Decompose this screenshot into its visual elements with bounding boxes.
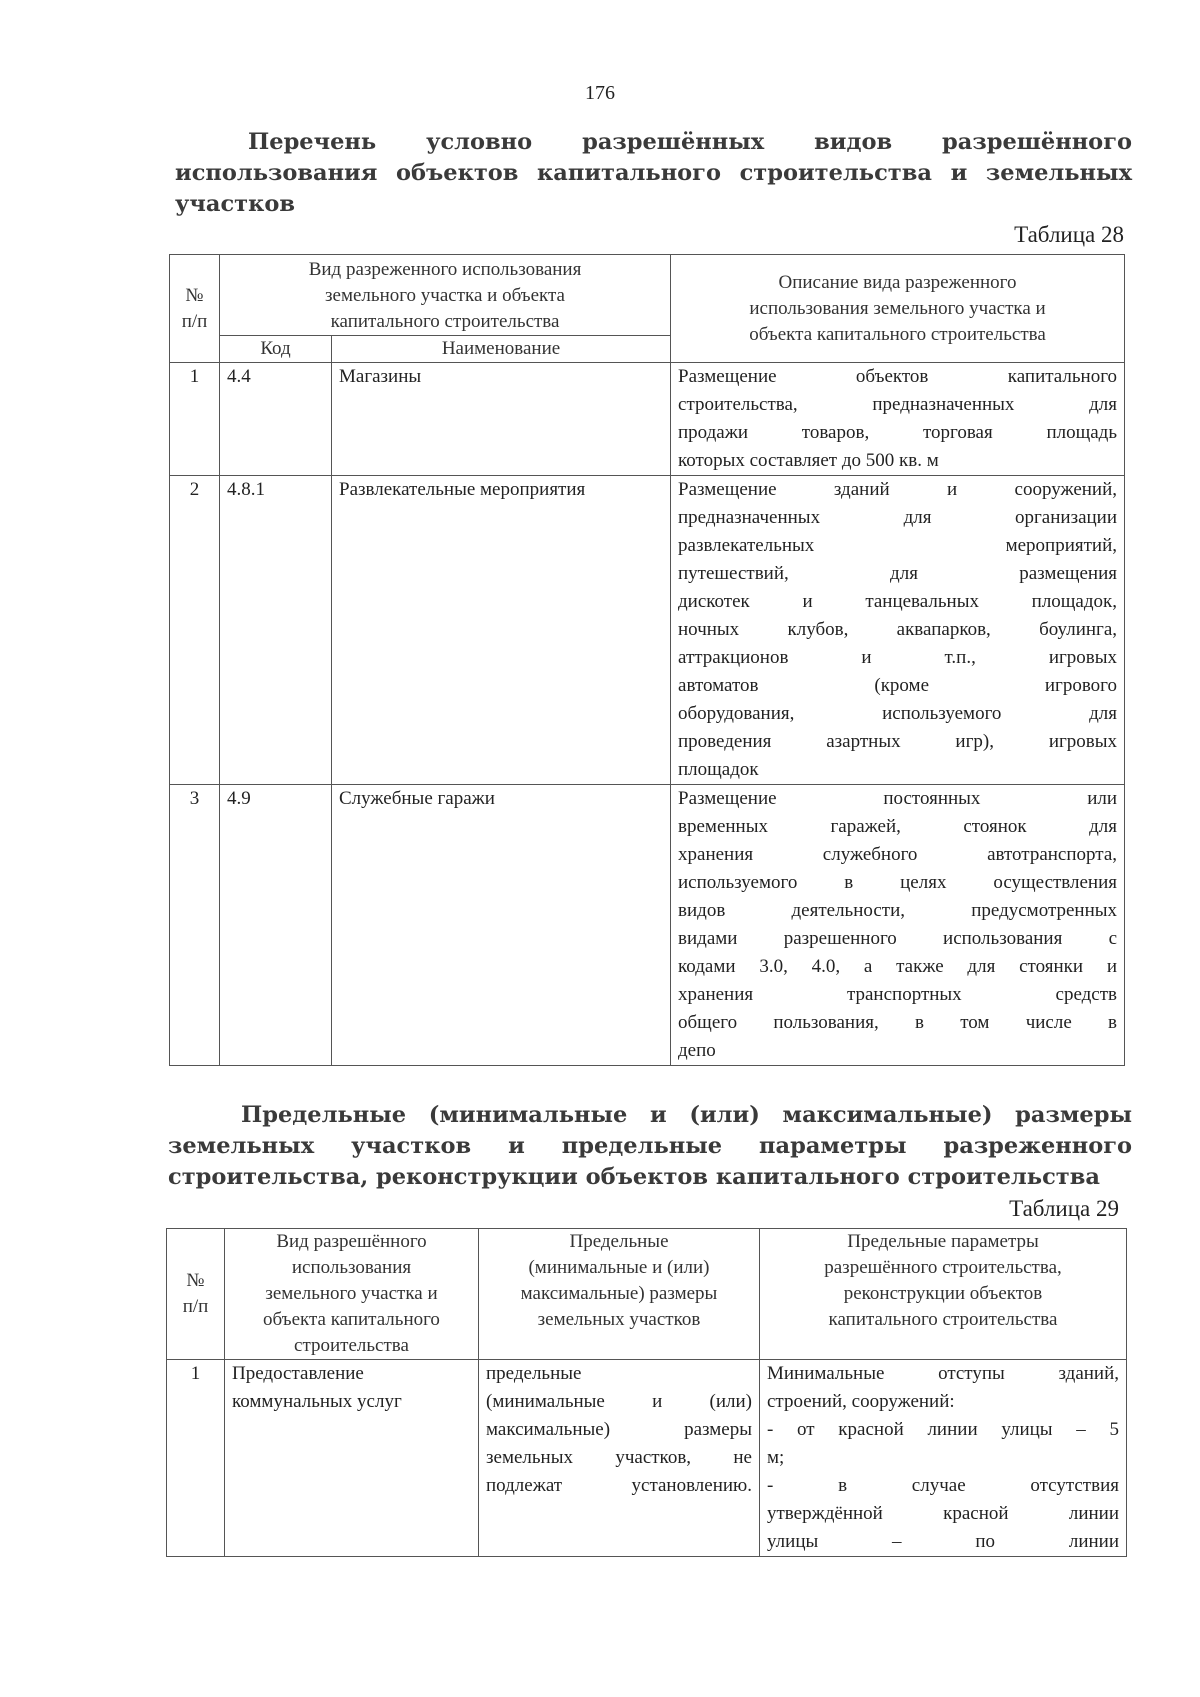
- heading-line: участков: [175, 191, 295, 217]
- header-line: земельного участка и объекта: [325, 285, 565, 306]
- row-description: [671, 785, 1125, 1066]
- row-kind: [225, 1360, 479, 1557]
- header-line: Предельные: [569, 1231, 669, 1252]
- header-kind-group: [220, 255, 671, 336]
- desc-line: используемого в целях осуществления: [678, 872, 1118, 893]
- section1-heading: [175, 127, 1132, 220]
- header-line: использования земельного участка и: [749, 297, 1046, 319]
- header-num-line: №: [186, 1270, 205, 1291]
- header-line: разрешённого строительства,: [824, 1257, 1062, 1278]
- desc-line: депо: [678, 1040, 716, 1061]
- desc-line: предназначенных для организации: [678, 507, 1118, 528]
- desc-line: общего пользования, в том числе в: [678, 1012, 1118, 1033]
- row-num: 2: [170, 476, 220, 785]
- params-line: утверждённой красной линии: [767, 1503, 1119, 1524]
- row-name: Служебные гаражи: [332, 785, 671, 1066]
- sizes-line: предельные: [486, 1363, 582, 1384]
- row-code: 4.8.1: [220, 476, 332, 785]
- desc-line: хранения служебного автотранспорта,: [678, 844, 1118, 865]
- desc-line: которых составляет до 500 кв. м: [678, 450, 939, 471]
- params-line: Минимальные отступы зданий,: [767, 1363, 1119, 1384]
- header-line: реконструкции объектов: [843, 1283, 1043, 1304]
- heading-line: использования объектов капитального строительства и земельных: [175, 160, 1132, 186]
- header-line: Вид разрешённого: [276, 1231, 427, 1252]
- row-sizes: [479, 1360, 760, 1557]
- row-name: Магазины: [332, 363, 671, 476]
- kind-line: Предоставление: [232, 1363, 364, 1384]
- desc-line: оборудования, используемого для: [678, 703, 1118, 724]
- row-num: 3: [170, 785, 220, 1066]
- params-line: - от красной линии улицы – 5: [767, 1419, 1119, 1440]
- desc-line: кодами 3.0, 4.0, а также для стоянки и: [678, 956, 1118, 977]
- header-line: капитального строительства: [330, 311, 560, 332]
- header-line: земельных участков: [537, 1309, 701, 1330]
- desc-line: Размещение постоянных или: [678, 788, 1118, 809]
- header-num-line: №: [185, 284, 204, 306]
- desc-line: временных гаражей, стоянок для: [678, 816, 1118, 837]
- header-params: [760, 1229, 1127, 1360]
- params-line: строений, сооружений:: [767, 1391, 955, 1412]
- header-line: объекта капитального: [263, 1309, 440, 1330]
- row-description: [671, 476, 1125, 785]
- row-num: 1: [170, 363, 220, 476]
- heading-line: Предельные (минимальные и (или) максимальные) размеры: [241, 1102, 1132, 1128]
- table-28: [169, 254, 1125, 1066]
- header-sizes: [479, 1229, 760, 1360]
- header-line: максимальные) размеры: [520, 1283, 718, 1304]
- table-29: [166, 1228, 1127, 1557]
- header-num-line: п/п: [181, 310, 208, 332]
- header-line: земельного участка и: [265, 1283, 438, 1304]
- header-line: Вид разреженного использования: [308, 259, 582, 280]
- table-row: [170, 363, 1125, 476]
- row-params: [760, 1360, 1127, 1557]
- header-line: капитального строительства: [828, 1309, 1058, 1330]
- desc-line: хранения транспортных средств: [678, 984, 1118, 1005]
- desc-line: путешествий, для размещения: [678, 563, 1118, 584]
- desc-line: Размещение зданий и сооружений,: [678, 479, 1118, 500]
- table-caption-28: Таблица 28: [1014, 222, 1124, 247]
- header-num-line: п/п: [182, 1296, 209, 1317]
- desc-line: ночных клубов, аквапарков, боулинга,: [678, 619, 1118, 640]
- header-description: [671, 255, 1125, 363]
- desc-line: строительства, предназначенных для: [678, 394, 1118, 415]
- desc-line: площадок: [678, 759, 759, 780]
- params-line: - в случае отсутствия: [767, 1475, 1119, 1496]
- desc-line: аттракционов и т.п., игровых: [678, 647, 1118, 668]
- section2-heading: [168, 1100, 1132, 1193]
- sizes-line: подлежат установлению.: [486, 1475, 752, 1496]
- heading-line: строительства, реконструкции объектов капитального строительства: [168, 1164, 1100, 1190]
- sizes-line: (минимальные и (или): [486, 1391, 752, 1412]
- table-row: [170, 785, 1125, 1066]
- params-line: улицы – по линии: [767, 1531, 1119, 1552]
- header-line: Предельные параметры: [847, 1231, 1039, 1252]
- header-line: объекта капитального строительства: [749, 323, 1046, 345]
- header-num: [170, 255, 220, 363]
- row-name: Развлекательные мероприятия: [332, 476, 671, 785]
- row-num: 1: [167, 1360, 225, 1557]
- heading-line: земельных участков и предельные параметры разреженного: [168, 1133, 1132, 1159]
- header-name: Наименование: [332, 336, 671, 363]
- params-line: м;: [767, 1447, 785, 1468]
- page-number: 176: [585, 82, 615, 104]
- header-num: [167, 1229, 225, 1360]
- desc-line: продажи товаров, торговая площадь: [678, 422, 1118, 443]
- header-kind: [225, 1229, 479, 1360]
- row-code: 4.9: [220, 785, 332, 1066]
- heading-line: Перечень условно разрешённых видов разрешённого: [248, 129, 1132, 155]
- header-line: строительства: [294, 1335, 409, 1356]
- desc-line: автоматов (кроме игрового: [678, 675, 1118, 696]
- header-line: использования: [291, 1257, 412, 1278]
- row-code: 4.4: [220, 363, 332, 476]
- sizes-line: земельных участков, не: [486, 1447, 752, 1468]
- table-caption-29: Таблица 29: [1009, 1196, 1119, 1221]
- desc-line: проведения азартных игр), игровых: [678, 731, 1118, 752]
- desc-line: видов деятельности, предусмотренных: [678, 900, 1118, 921]
- kind-line: коммунальных услуг: [232, 1391, 402, 1412]
- header-code: Код: [220, 336, 332, 363]
- row-description: [671, 363, 1125, 476]
- table-row: [167, 1360, 1127, 1557]
- desc-line: развлекательных мероприятий,: [678, 535, 1118, 556]
- desc-line: дискотек и танцевальных площадок,: [678, 591, 1118, 612]
- header-line: Описание вида разреженного: [778, 271, 1017, 293]
- desc-line: видами разрешенного использования с: [678, 928, 1118, 949]
- desc-line: Размещение объектов капитального: [678, 366, 1118, 387]
- header-line: (минимальные и (или): [528, 1257, 710, 1278]
- sizes-line: максимальные) размеры: [486, 1419, 752, 1440]
- table-row: [170, 476, 1125, 785]
